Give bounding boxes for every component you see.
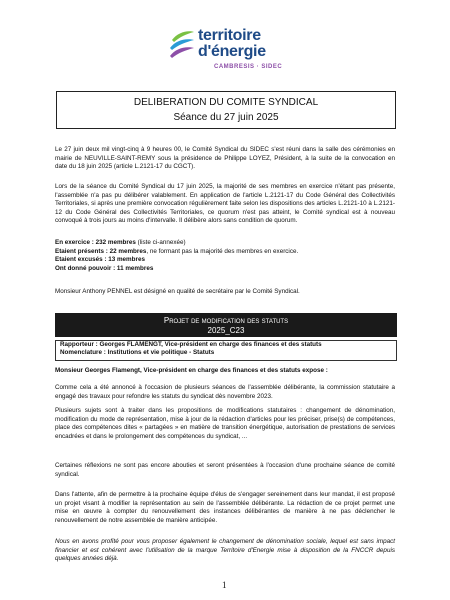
paragraph-2: Plusieurs sujets sont à traiter dans les propositions de modifications statutaires : changement de dénomination, modification du mode de représentation, mise à jour de la rédaction d'articles pour les préciser, prise(s) de compétences, place des compétences dites « partagées » en matière de transition énergétique, autorisation de prestations de services encadrées et dans le prolongement des compétences du syndicat, ... (55, 407, 395, 440)
rapporteur-box (55, 340, 397, 361)
organization-logo (168, 22, 288, 74)
stat-pouvoir: Ont donné pouvoir : 11 membres (55, 264, 154, 272)
expose-title: Monsieur Georges Flamengt, Vice-président en charge des finances et des statuts expose : (55, 367, 328, 374)
paragraph-4: Dans l'attente, afin de permettre à la prochaine équipe d'élus de s'engager sereinement dans leur mandat, il est proposé un projet visant à modifier la représentation au sein de l'assemblée délibérante. La rédaction de ce projet permet une mise en œuvre à compter du renouvellement des instances délibérantes de manière à ne pas déclencher le renouvellement de notre assemblée de manière anticipée. (55, 491, 395, 524)
logo-text-line3: CAMBRESIS · SIDEC (214, 64, 283, 70)
logo-text-line2: d'énergie (198, 43, 266, 60)
project-number: 2025_C23 (207, 326, 245, 335)
page-number: 1 (222, 580, 227, 590)
document-title: DELIBERATION DU COMITE SYNDICAL (133, 97, 319, 108)
project-header (55, 313, 397, 337)
stat-exercice: En exercice : 232 membres (liste ci-annexée) (55, 239, 186, 246)
paragraph-1: Comme cela a été annoncé à l'occasion de plusieurs séances de l'assemblée délibérante, la commission statutaire a engagé des travaux pour refondre les statuts du syndicat dès novembre 2023. (55, 384, 395, 400)
attendance-stats (55, 239, 395, 273)
intro-paragraph: Le 27 juin deux mil vingt-cinq à 9 heures 00, le Comité Syndical du SIDEC s'est réuni dans la salle des cérémonies en mairie de NEUVILLE-SAINT-REMY sous la présidence de Philippe LOYEZ, Président, à la suite de la convocation en date du 18 juin 2025 (article L.2121-17 du CGCT). (55, 146, 395, 171)
logo-swoosh-icon (168, 28, 196, 62)
project-title: Projet de modification des statuts (163, 316, 289, 325)
session-date: Séance du 27 juin 2025 (173, 112, 279, 123)
rapporteur-line: Rapporteur : Georges FLAMENGT, Vice-président en charge des finances et des statuts (60, 341, 322, 348)
stat-presents: Etaient présents : 22 membres, ne formant pas la majorité des membres en exercice. (55, 247, 299, 255)
quorum-paragraph: Lors de la séance du Comité Syndical du 17 juin 2025, la majorité de ses membres en exercice n'étant pas présente, l'assemblée n'a pas pu délibérer valablement. En application de l'article L.2121-17 du Code Général des Collectivités Territoriales, si après une première convocation régulièrement faite selon les dispositions des articles L.2121-10 à L.2121-12 du Code Général des Collectivités Territoriales, ce quorum n'est pas atteint, le Comité syndical est à nouveau convoqué à trois jours au moins d'intervalle. Il délibère alors sans condition de quorum. (55, 183, 395, 225)
secretary-paragraph: Monsieur Anthony PENNEL est désigné en qualité de secrétaire par le Comité Syndical. (55, 288, 300, 295)
nomenclature-line: Nomenclature : Institutions et vie politique - Statuts (60, 349, 215, 357)
paragraph-3: Certaines réflexions ne sont pas encore abouties et seront présentées à l'occasion d'une prochaine séance de comité syndical. (55, 462, 395, 478)
deliberation-title-box (56, 91, 396, 129)
paragraph-5: Nous en avons profité pour vous proposer également le changement de dénomination sociale, lequel est sans impact financier et est cohérent avec l'utilisation de la marque Territoire d'Energie mise à disposition de la FNCCR depuis quelques années déjà. (55, 538, 395, 563)
logo-text-line1: territoire (198, 27, 261, 44)
stat-excuses: Etaient excusés : 13 membres (55, 256, 145, 264)
